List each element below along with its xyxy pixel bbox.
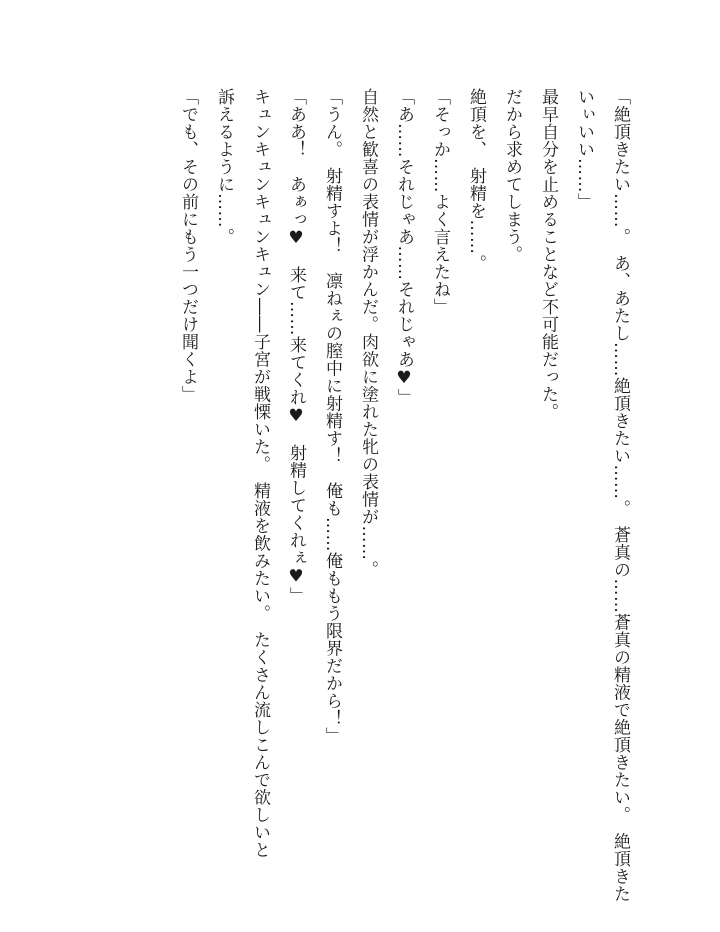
- text-line: 自然と歓喜の表情が浮かんだ。肉欲に塗れた牝の表情が……。: [358, 88, 378, 578]
- text-line: 絶頂を、 射精を……。: [466, 88, 486, 272]
- text-line: キュンキュンキュンキュン――子宮が戦慄いた。 精液を飲みたい。 たくさん流しこんで欲しいと: [250, 88, 270, 859]
- vertical-text-block: [170, 88, 638, 903]
- text-line: だから求めてしまう。: [502, 88, 522, 263]
- text-line: 「絶頂きたい……。 あ、あたし……絶頂きたい……。 蒼真の……蒼真の精液で絶頂きたい。 絶頂きた: [610, 88, 630, 903]
- text-line: 「ああ！ あぁっ♥ 来て……来てくれ♥ 射精してくれぇ♥」: [286, 88, 306, 605]
- text-line: 訴えるように……。: [214, 88, 234, 246]
- text-line: 「そっか……よく言えたね」: [430, 88, 450, 316]
- text-line: いぃいい……」: [574, 88, 594, 211]
- text-line: 「あ……それじゃあ……それじゃあ♥」: [394, 88, 414, 406]
- text-line: 最早自分を止めることなど不可能だった。: [538, 88, 558, 421]
- text-line: 「うん。 射精すよ！ 凛ねぇの膣中に射精す！ 俺も……俺ももう限界だから！」: [322, 88, 342, 745]
- text-line: 「でも、その前にもう一つだけ聞くよ」: [178, 88, 198, 403]
